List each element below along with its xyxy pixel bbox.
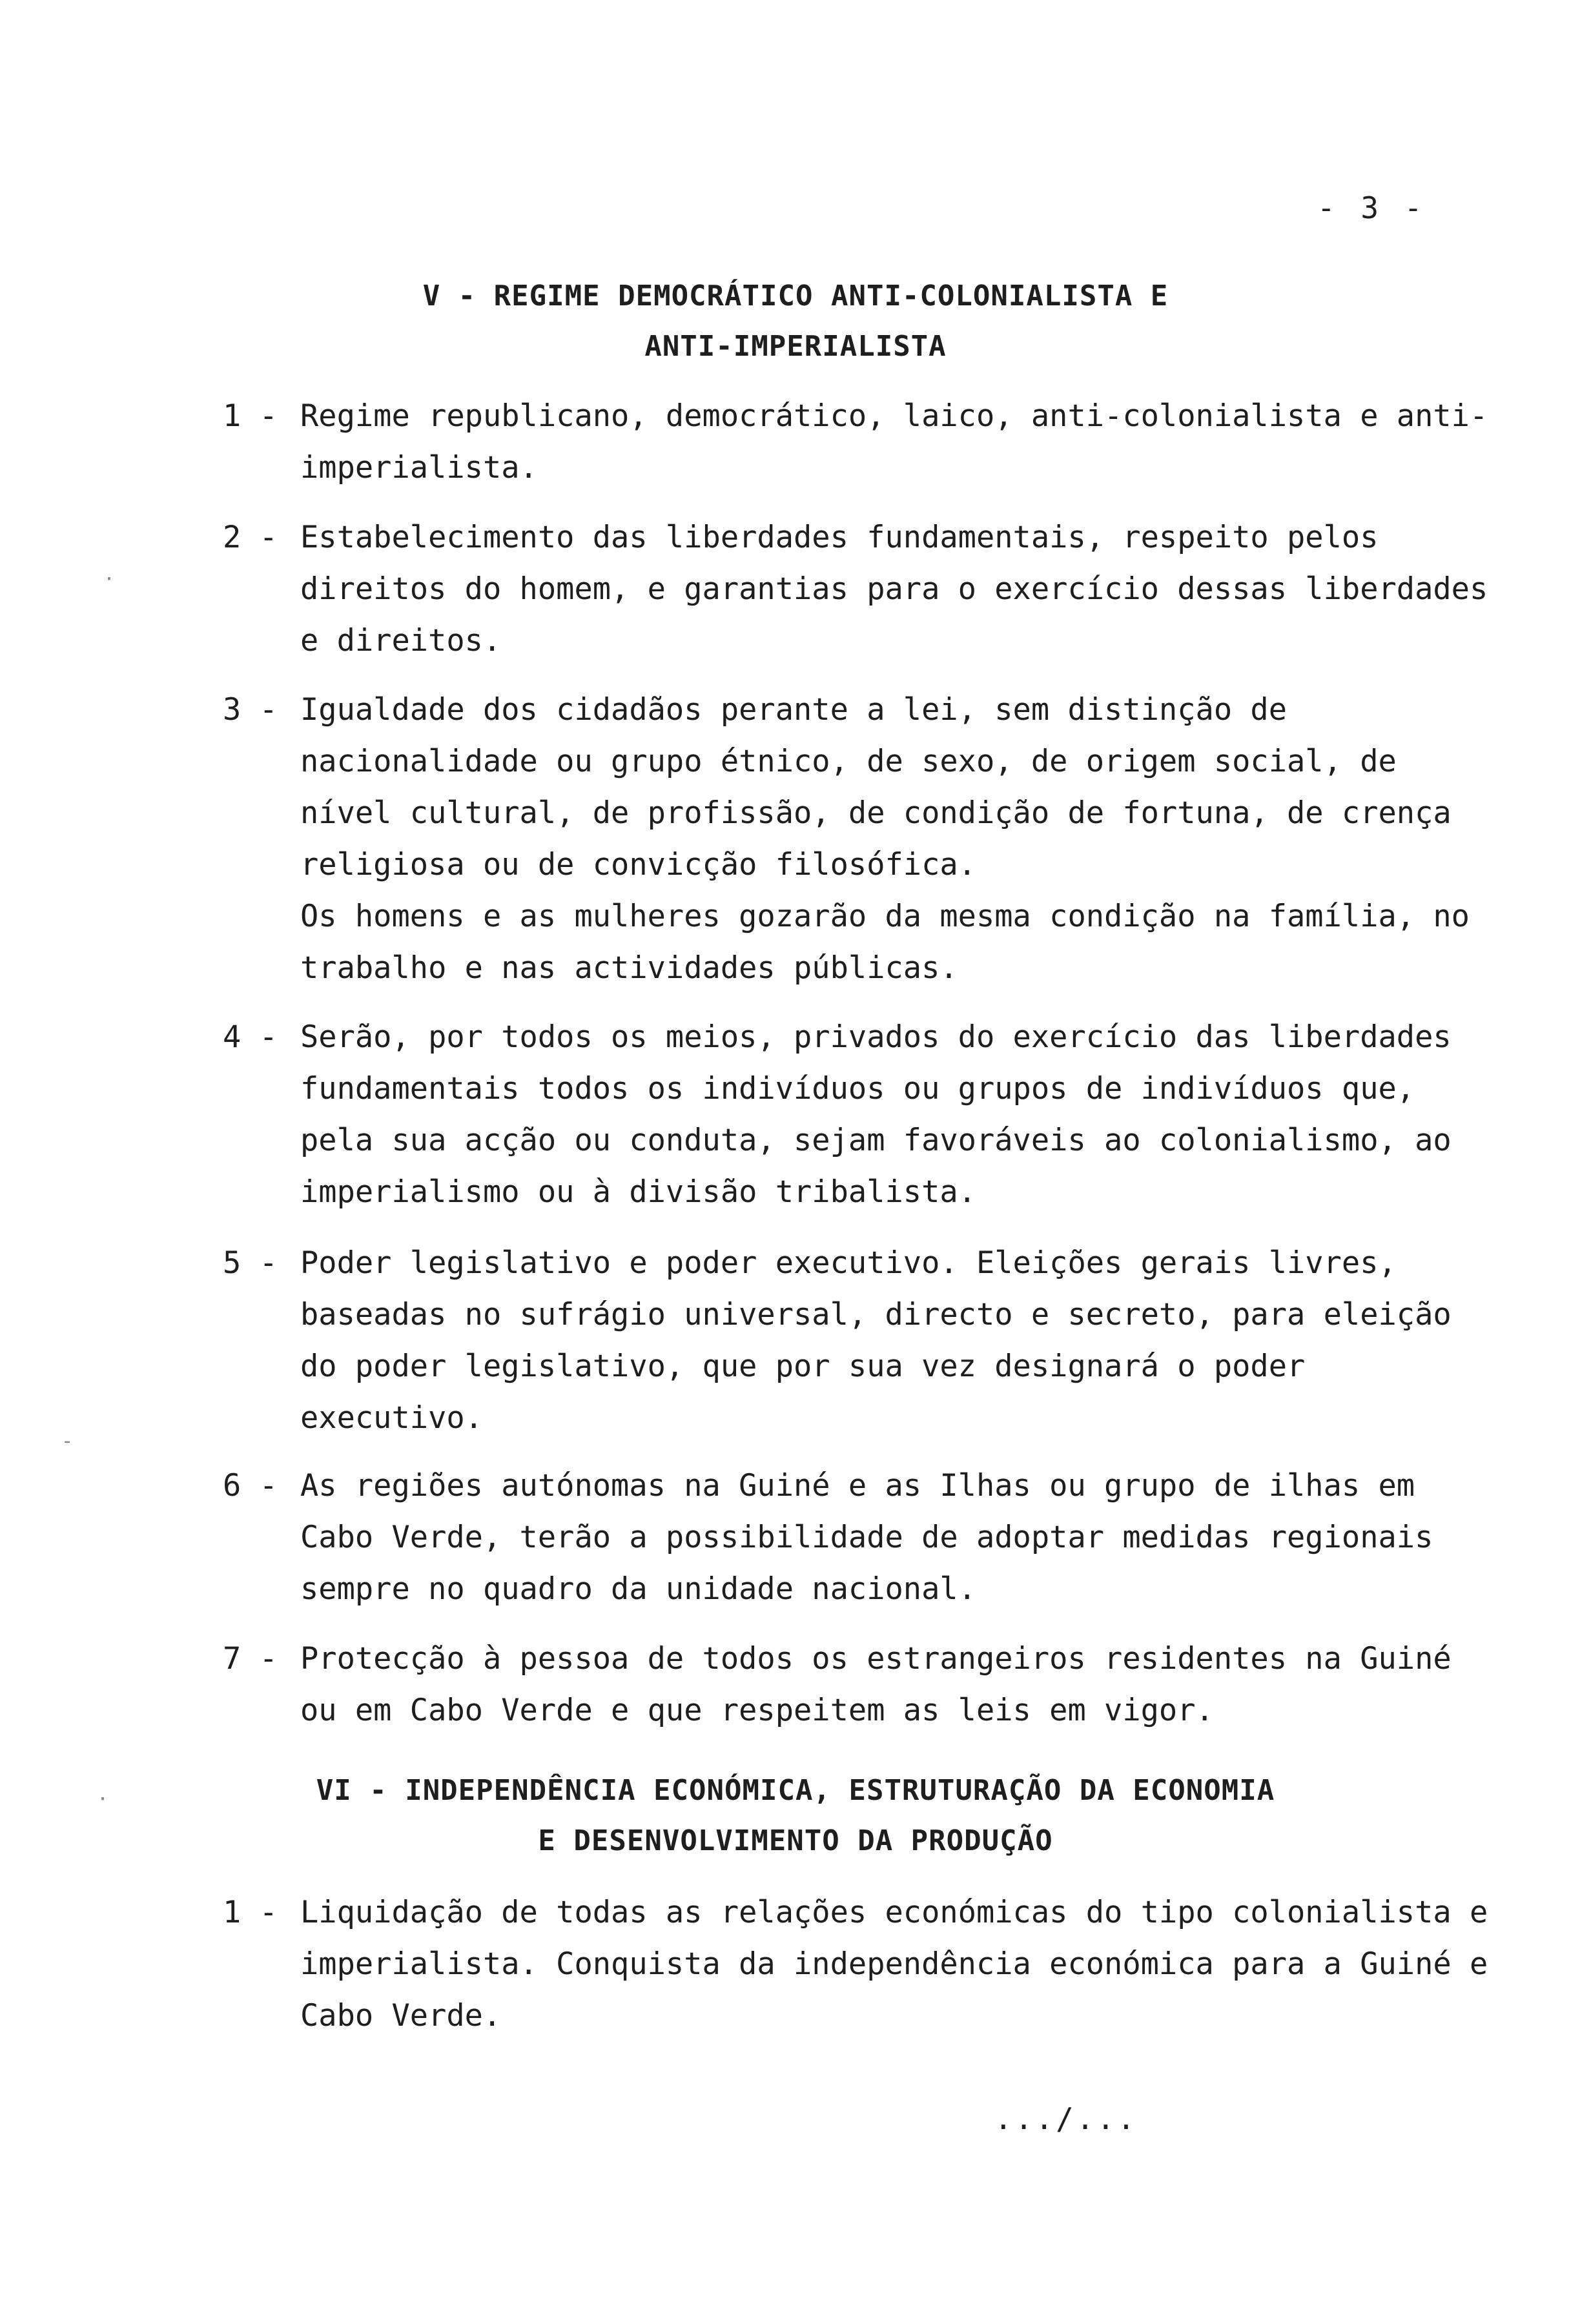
item-number: 7 - bbox=[223, 1641, 278, 1677]
section-5-item-1 bbox=[223, 391, 1488, 494]
item-number: 6 - bbox=[223, 1468, 278, 1503]
item-text: Liquidação de todas as relações económicas do tipo colonialista e imperialista. Conquista da independência económica para a Guiné e Cabo Verde. bbox=[300, 1895, 1488, 2034]
section-6-item-1 bbox=[223, 1887, 1488, 2042]
section-5-title-line-2: ANTI-IMPERIALISTA bbox=[644, 330, 947, 363]
scan-speck: · bbox=[103, 568, 116, 591]
section-5-item-5 bbox=[223, 1238, 1488, 1444]
item-text: Poder legislativo e poder executivo. Eleições gerais livres, baseadas no sufrágio universal, directo e secreto, para eleição do poder legislativo, que por sua vez designará o poder executivo. bbox=[300, 1245, 1452, 1436]
item-text: Estabelecimento das liberdades fundamentais, respeito pelos direitos do homem, e garantias para o exercício dessas liberdades e direitos. bbox=[300, 520, 1488, 658]
item-number: 1 - bbox=[223, 1895, 278, 1930]
section-5-item-3 bbox=[223, 684, 1488, 994]
section-5-item-4 bbox=[223, 1012, 1488, 1218]
item-number: 1 - bbox=[223, 398, 278, 434]
item-number: 3 - bbox=[223, 692, 278, 728]
section-6-title-line-2: E DESENVOLVIMENTO DA PRODUÇÃO bbox=[538, 1824, 1053, 1857]
page-number: - 3 - bbox=[1317, 190, 1426, 225]
scan-speck: - bbox=[61, 1430, 74, 1452]
item-number: 5 - bbox=[223, 1245, 278, 1281]
section-5-item-2 bbox=[223, 512, 1488, 667]
section-5-item-7 bbox=[223, 1633, 1488, 1737]
section-6-heading bbox=[0, 1766, 1591, 1866]
item-number: 2 - bbox=[223, 520, 278, 555]
scan-speck: · bbox=[97, 1788, 109, 1811]
continuation-mark: .../... bbox=[994, 2101, 1138, 2136]
item-text: Regime republicano, democrático, laico, anti-colonialista e anti-imperialista. bbox=[300, 398, 1488, 485]
section-6-title-line-1: VI - INDEPENDÊNCIA ECONÓMICA, ESTRUTURAÇÃO DA ECONOMIA bbox=[316, 1774, 1275, 1807]
section-5-title-line-1: V - REGIME DEMOCRÁTICO ANTI-COLONIALISTA E bbox=[422, 280, 1169, 312]
section-5-heading bbox=[0, 271, 1591, 372]
item-text: As regiões autónomas na Guiné e as Ilhas ou grupo de ilhas em Cabo Verde, terão a possibilidade de adoptar medidas regionais sempre no quadro da unidade nacional. bbox=[300, 1468, 1433, 1607]
section-5-item-6 bbox=[223, 1460, 1488, 1615]
item-number: 4 - bbox=[223, 1019, 278, 1055]
item-text: Igualdade dos cidadãos perante a lei, sem distinção de nacionalidade ou grupo étnico, de sexo, de origem social, de nível cultural, de profissão, de condição de fortuna, de crença religiosa ou de convicção filosófica. bbox=[300, 692, 1452, 882]
item-text: Protecção à pessoa de todos os estrangeiros residentes na Guiné ou em Cabo Verde e que respeitem as leis em vigor. bbox=[300, 1641, 1452, 1728]
item-text: Serão, por todos os meios, privados do exercício das liberdades fundamentais todos os indivíduos ou grupos de indivíduos que, pela sua acção ou conduta, sejam favoráveis ao colonialismo, ao imperialismo ou à divisão tribalista. bbox=[300, 1019, 1452, 1210]
item-text-continuation: Os homens e as mulheres gozarão da mesma condição na família, no trabalho e nas actividades públicas. bbox=[300, 899, 1470, 986]
